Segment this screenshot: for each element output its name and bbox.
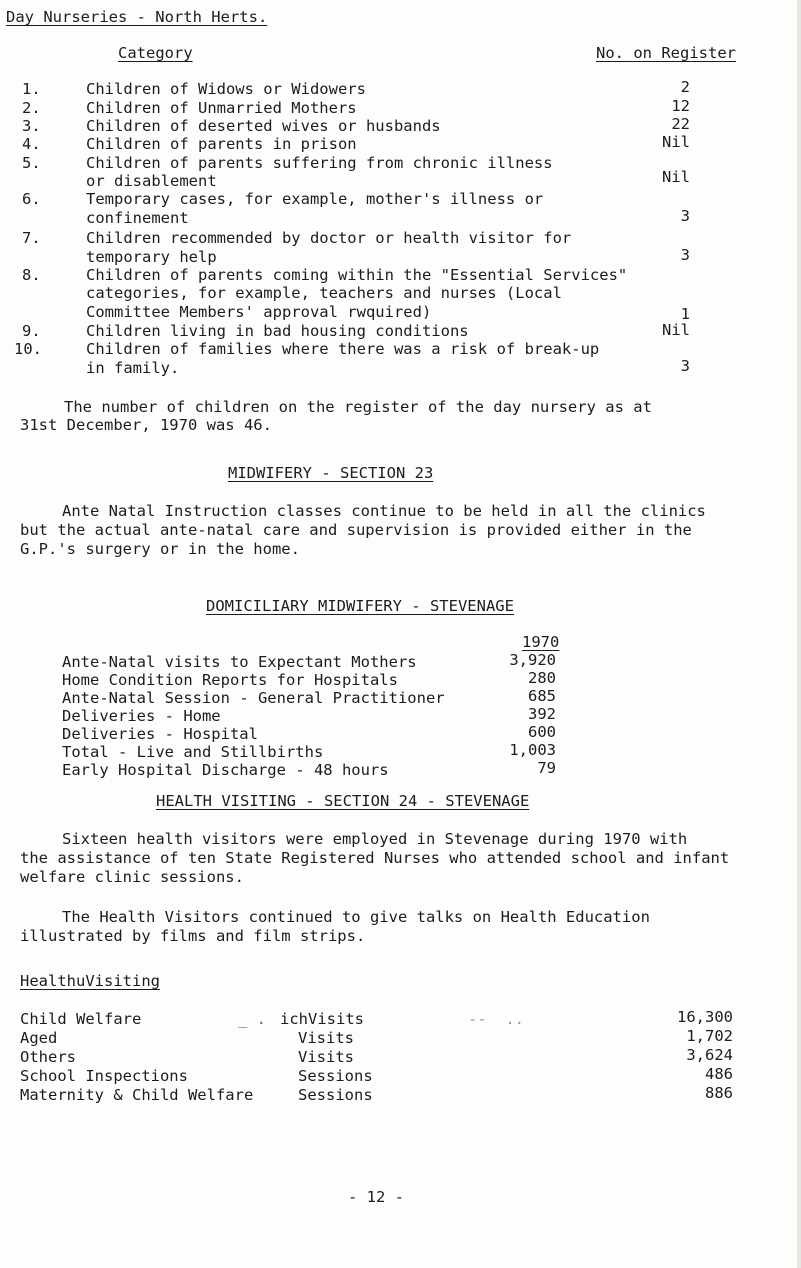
page-edge-shadow xyxy=(797,0,801,1268)
table-row-type: ichVisits xyxy=(280,1010,364,1028)
domiciliary-heading: DOMICILIARY MIDWIFERY - STEVENAGE xyxy=(206,597,514,615)
table-row-label: Deliveries - Home xyxy=(62,707,221,725)
table-row-value: 600 xyxy=(528,723,556,741)
leader-dots: _ . xyxy=(238,1010,266,1028)
register-column-header: No. on Register xyxy=(596,44,736,62)
register-count: 12 xyxy=(671,97,690,115)
table-row-value: 392 xyxy=(528,705,556,723)
register-count: 2 xyxy=(680,78,690,96)
health-visiting-paragraph-line: illustrated by films and film strips. xyxy=(20,927,366,945)
list-item-number: 10. xyxy=(14,340,42,358)
list-item-number: 2. xyxy=(22,99,41,117)
table-row-label: School Inspections xyxy=(20,1067,188,1085)
table-row-label: Others xyxy=(20,1048,76,1066)
table-row-label: Aged xyxy=(20,1029,58,1047)
table-row-value: 685 xyxy=(528,687,556,705)
table-row-value: 280 xyxy=(528,669,556,687)
table-row-value: 1,003 xyxy=(509,741,556,759)
table-row-value: 3,920 xyxy=(509,651,556,669)
table-row-label: Deliveries - Hospital xyxy=(62,725,258,743)
table-row-label: Total - Live and Stillbirths xyxy=(62,743,324,761)
table-row-value: 486 xyxy=(705,1065,733,1083)
list-item-text: Children living in bad housing conditions xyxy=(86,322,469,340)
table-row-type: Sessions xyxy=(298,1067,373,1085)
table-row-value: 16,300 xyxy=(677,1008,733,1026)
list-item-number: 6. xyxy=(22,190,41,208)
list-item-text: Children of Widows or Widowers xyxy=(86,80,366,98)
register-count: Nil xyxy=(662,133,690,151)
register-count: 3 xyxy=(680,207,690,225)
page-title: Day Nurseries - North Herts. xyxy=(6,8,268,26)
table-row-label: Child Welfare xyxy=(20,1010,142,1028)
table-row-value: 886 xyxy=(705,1084,733,1102)
list-item-number: 4. xyxy=(22,135,41,153)
list-item-text: or disablement xyxy=(86,172,217,190)
leader-dots: -- .. xyxy=(468,1010,524,1028)
health-visiting-heading: HEALTH VISITING - SECTION 24 - STEVENAGE xyxy=(156,792,530,810)
register-count: Nil xyxy=(662,168,690,186)
table-row-label: Ante-Natal visits to Expectant Mothers xyxy=(62,653,417,671)
table-row-value: 79 xyxy=(537,759,556,777)
list-item-number: 9. xyxy=(22,322,41,340)
midwifery-heading: MIDWIFERY - SECTION 23 xyxy=(228,464,434,482)
category-column-header: Category xyxy=(118,44,193,62)
register-summary-line: The number of children on the register of the day nursery as at xyxy=(64,398,652,416)
health-visiting-paragraph-line: Sixteen health visitors were employed in Stevenage during 1970 with xyxy=(62,830,688,848)
health-visiting-paragraph-line: the assistance of ten State Registered Nurses who attended school and infant xyxy=(20,849,730,867)
health-visiting-paragraph-line: The Health Visitors continued to give talks on Health Education xyxy=(62,908,650,926)
list-item-text: Children recommended by doctor or health visitor for xyxy=(86,229,572,247)
list-item-number: 5. xyxy=(22,154,41,172)
table-row-value: 3,624 xyxy=(686,1046,733,1064)
year-column-header: 1970 xyxy=(522,633,560,651)
table-row-label: Ante-Natal Session - General Practitioner xyxy=(62,689,445,707)
register-count: 1 xyxy=(680,305,690,323)
list-item-number: 3. xyxy=(22,117,41,135)
table-row-label: Maternity & Child Welfare xyxy=(20,1086,254,1104)
register-count: 3 xyxy=(680,357,690,375)
register-count: 22 xyxy=(671,115,690,133)
midwifery-paragraph-line: G.P.'s surgery or in the home. xyxy=(20,540,300,558)
list-item-text: Committee Members' approval rwquired) xyxy=(86,303,432,321)
list-item-text: Temporary cases, for example, mother's illness or xyxy=(86,190,544,208)
midwifery-paragraph-line: but the actual ante-natal care and supervision is provided either in the xyxy=(20,521,692,539)
table-row-type: Visits xyxy=(298,1029,354,1047)
list-item-text: Children of parents in prison xyxy=(86,135,357,153)
health-visiting-subheading: HealthuVisiting xyxy=(20,972,160,990)
list-item-text: temporary help xyxy=(86,248,217,266)
health-visiting-paragraph-line: welfare clinic sessions. xyxy=(20,868,244,886)
table-row-value: 1,702 xyxy=(686,1027,733,1045)
table-row-label: Home Condition Reports for Hospitals xyxy=(62,671,398,689)
list-item-text: Children of parents coming within the "Essential Services" xyxy=(86,266,628,284)
register-summary-line: 31st December, 1970 was 46. xyxy=(20,416,272,434)
list-item-number: 8. xyxy=(22,266,41,284)
page-number: - 12 - xyxy=(348,1188,404,1206)
midwifery-paragraph-line: Ante Natal Instruction classes continue to be held in all the clinics xyxy=(62,502,706,520)
list-item-text: Children of deserted wives or husbands xyxy=(86,117,441,135)
table-row-type: Visits xyxy=(298,1048,354,1066)
list-item-number: 7. xyxy=(22,229,41,247)
list-item-text: Children of families where there was a risk of break-up xyxy=(86,340,600,358)
table-row-label: Early Hospital Discharge - 48 hours xyxy=(62,761,389,779)
list-item-text: categories, for example, teachers and nurses (Local xyxy=(86,284,562,302)
register-count: Nil xyxy=(662,321,690,339)
list-item-text: confinement xyxy=(86,209,189,227)
list-item-text: Children of Unmarried Mothers xyxy=(86,99,357,117)
list-item-text: in family. xyxy=(86,359,180,377)
list-item-number: 1. xyxy=(22,80,41,98)
table-row-type: Sessions xyxy=(298,1086,373,1104)
register-count: 3 xyxy=(680,246,690,264)
list-item-text: Children of parents suffering from chronic illness xyxy=(86,154,553,172)
